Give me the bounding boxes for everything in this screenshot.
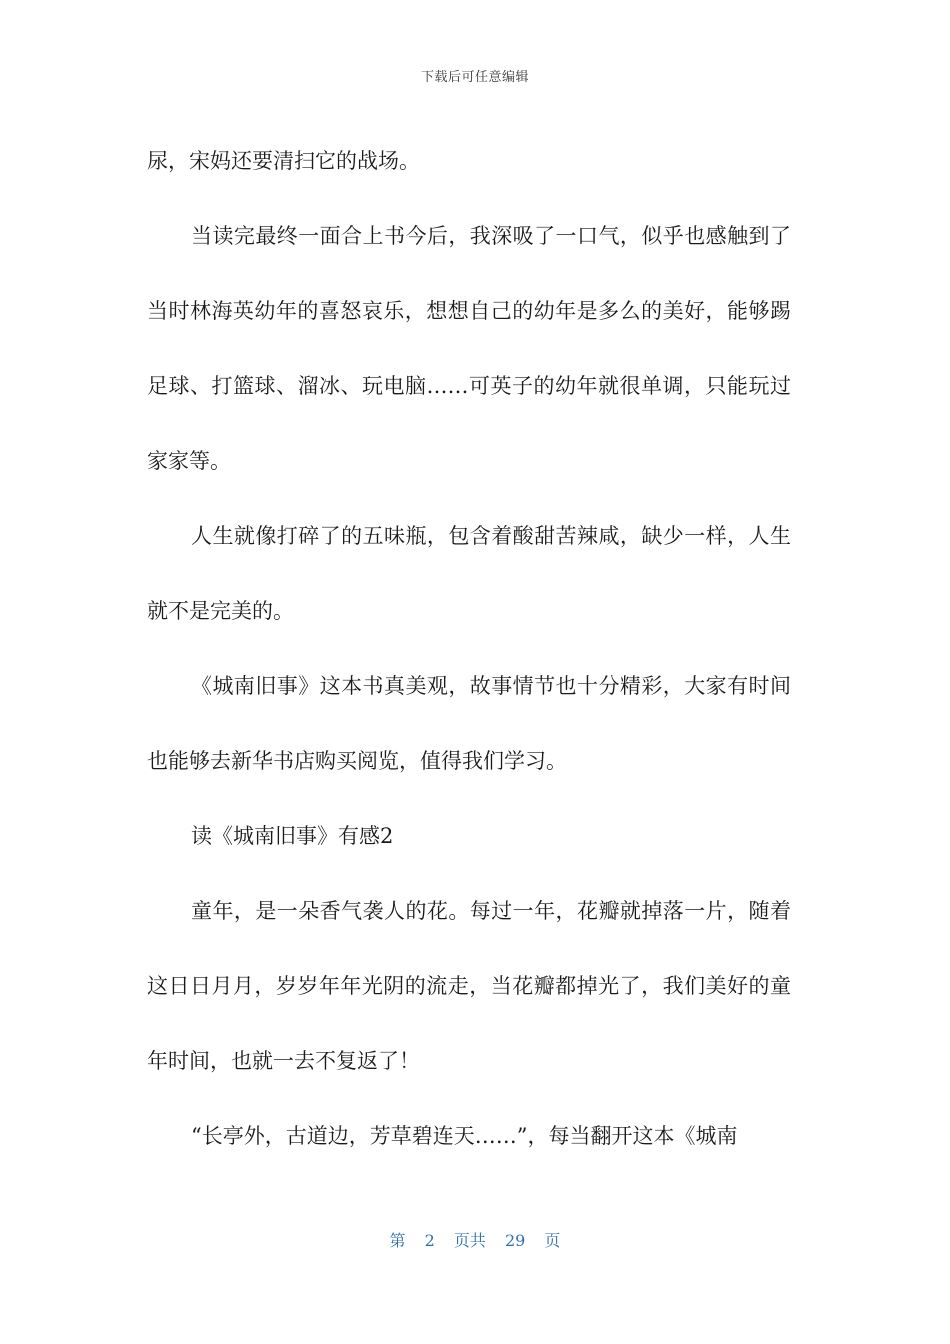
paragraph: 童年，是一朵香气袭人的花。每过一年，花瓣就掉落一片，随着这日日月月，岁岁年年光阴的流走，当花瓣都掉光了，我们美好的童年时间，也就一去不复返了！ (147, 899, 791, 1073)
page-number-label: 第 2 页共 29 页 (389, 1231, 561, 1250)
paragraph: 人生就像打碎了的五味瓶，包含着酸甜苦辣咸，缺少一样，人生就不是完美的。 (147, 524, 791, 623)
page-header: 下载后可任意编辑 (420, 70, 529, 85)
document-body (147, 124, 791, 1174)
paragraph: 《城南旧事》这本书真美观，故事情节也十分精彩，大家有时间也能够去新华书店购买阅览，值得我们学习。 (147, 674, 791, 773)
section-title: 读《城南旧事》有感2 (191, 824, 394, 848)
paragraph: 当读完最终一面合上书今后，我深吸了一口气，似乎也感触到了当时林海英幼年的喜怒哀乐，想想自己的幼年是多么的美好，能够踢足球、打篮球、溜冰、玩电脑……可英子的幼年就很单调，只能玩过家家等。 (147, 224, 791, 473)
paragraph: 尿，宋妈还要清扫它的战场。 (147, 149, 420, 173)
page-footer (0, 1228, 950, 1251)
paragraph: “长亭外，古道边，芳草碧连天……”，每当翻开这本《城南 (191, 1124, 738, 1148)
